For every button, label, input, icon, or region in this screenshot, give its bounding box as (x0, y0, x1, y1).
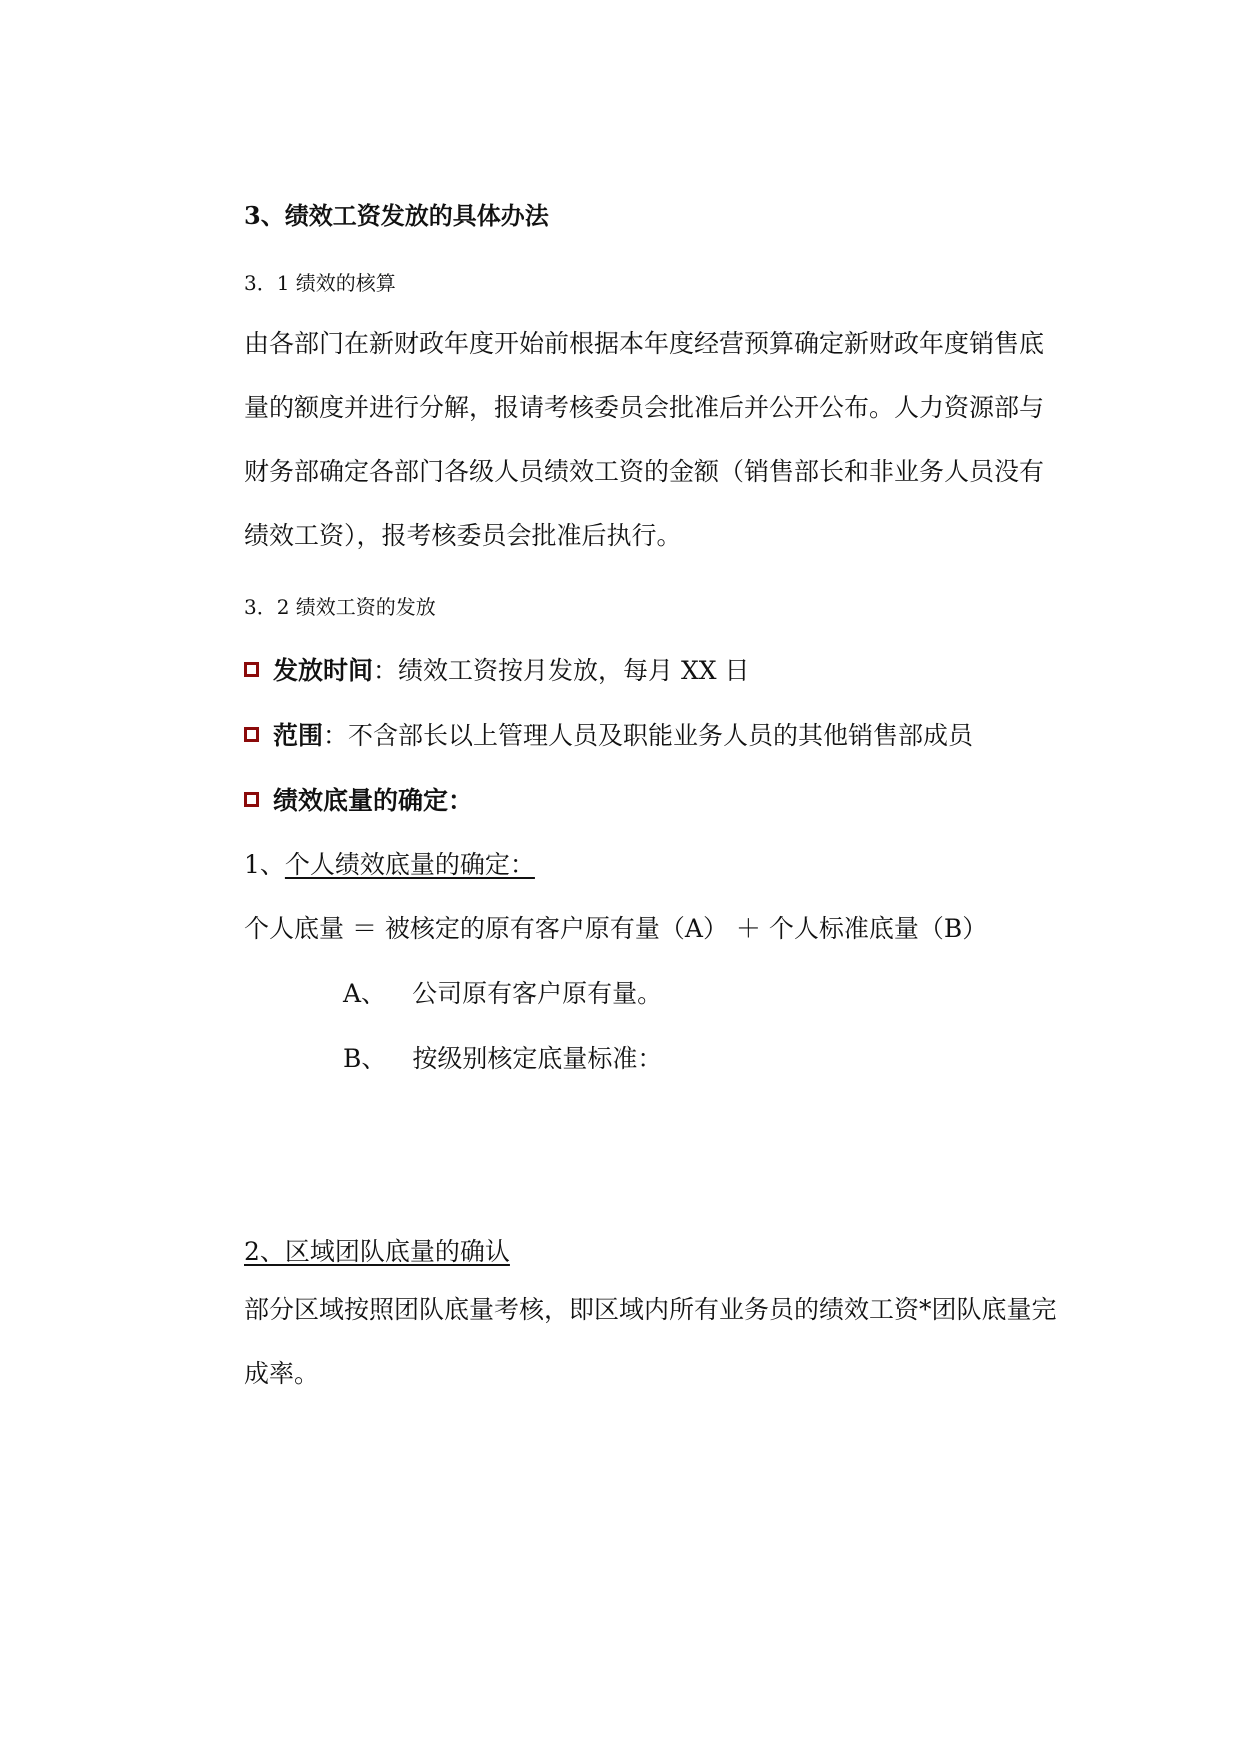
bullet-label: 绩效底量的确定： (273, 786, 474, 815)
sub-item-key: A、 (343, 979, 387, 1008)
item-1-title: 个人绩效底量的确定： (284, 850, 535, 879)
sub-item-key: B、 (343, 1044, 387, 1073)
item-1-heading (244, 845, 535, 881)
item-2-heading: 2、区域团队底量的确认 (244, 1237, 510, 1266)
paragraph-1-line: 由各部门在新财政年度开始前根据本年度经营预算确定新财政年度销售底 (244, 329, 1045, 358)
paragraph-1 (244, 312, 1064, 568)
hollow-square-bullet-icon (244, 662, 259, 677)
hollow-square-bullet-icon (244, 727, 259, 742)
paragraph-2-line: 部分区域按照团队底量考核，即区域内所有业务员的绩效工资*团队底量完 (244, 1295, 1057, 1324)
subsection-title-2: 3．2 绩效工资的发放 (244, 595, 436, 619)
bullet-separator: ： (323, 721, 349, 750)
sub-item (343, 1039, 662, 1075)
bullet-item (244, 781, 473, 817)
bullet-item (244, 716, 973, 752)
item-1-number: 1、 (244, 850, 285, 879)
paragraph-1-line: 绩效工资），报考核委员会批准后执行。 (244, 521, 682, 550)
section-heading: 3、绩效工资发放的具体办法 (244, 201, 549, 230)
paragraph-1-line: 财务部确定各部门各级人员绩效工资的金额（销售部长和非业务人员没有 (244, 457, 1045, 486)
bullet-label: 范围 (273, 721, 324, 750)
sub-item-text: 公司原有客户原有量。 (412, 979, 663, 1008)
bullet-text: 绩效工资按月发放，每月 XX 日 (398, 656, 750, 685)
paragraph-1-line: 量的额度并进行分解，报请考核委员会批准后并公开公布。人力资源部与 (244, 393, 1045, 422)
paragraph-2 (244, 1278, 1064, 1406)
paragraph-2-line: 成率。 (244, 1359, 320, 1388)
bullet-item (244, 651, 750, 687)
bullet-separator: ： (373, 656, 399, 685)
sub-item (343, 974, 662, 1010)
subsection-title-1: 3．1 绩效的核算 (244, 271, 396, 295)
bullet-label: 发放时间 (273, 656, 374, 685)
sub-item-text: 按级别核定底量标准： (412, 1044, 663, 1073)
formula: 个人底量 ＝ 被核定的原有客户原有量（A） ＋ 个人标准底量（B） (244, 914, 988, 943)
bullet-text: 不含部长以上管理人员及职能业务人员的其他销售部成员 (348, 721, 974, 750)
hollow-square-bullet-icon (244, 792, 259, 807)
